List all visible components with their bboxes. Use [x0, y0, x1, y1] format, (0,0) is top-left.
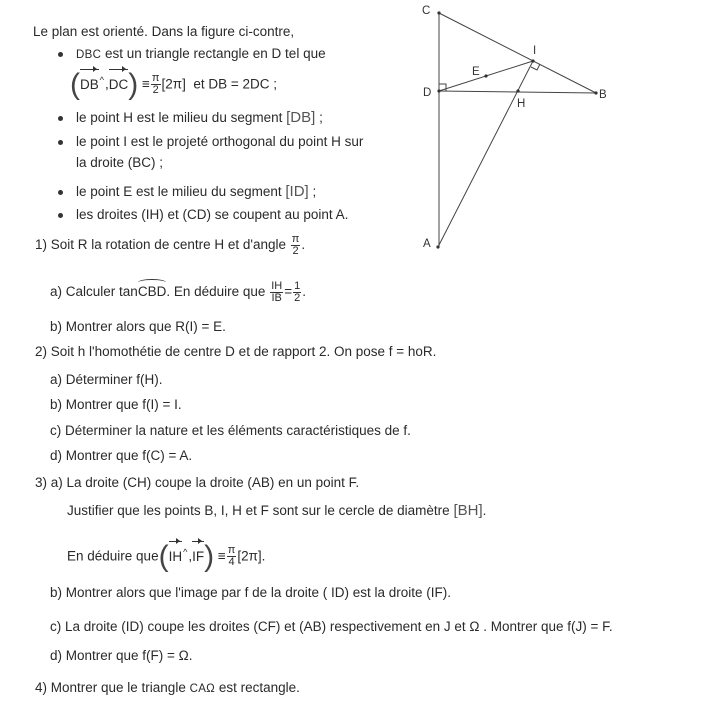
point-e — [484, 74, 487, 77]
equiv-sign: ≡ — [217, 548, 226, 564]
bullet-5: les droites (IH) et (CD) se coupent au point A. — [76, 207, 349, 222]
paren-open: ( — [158, 539, 169, 573]
q1-title: 1) Soit R la rotation de centre H et d'angle $\frac{\pi}{2}$ . — [35, 233, 306, 257]
frac-den: 2 — [292, 245, 299, 257]
label-e: E — [472, 66, 480, 78]
segment-id: [ID] — [285, 183, 309, 200]
frac-num: IH — [271, 280, 283, 292]
one-half — [293, 281, 301, 304]
q1-title-text: 1) Soit R la rotation de centre H et d'angle — [35, 237, 286, 253]
tan-label: tan — [119, 284, 138, 300]
frac-den: IB — [271, 292, 282, 304]
q2-a: a) Déterminer f(H). — [50, 372, 163, 387]
q4 — [35, 679, 300, 698]
q4-text: 4) Montrer que le triangle — [35, 680, 186, 695]
label-i: I — [533, 45, 537, 57]
bullet-4 — [76, 183, 316, 201]
paren-close: ) — [128, 67, 139, 101]
modulo: [2π]. — [237, 548, 266, 564]
q1-a-text: a) Calculer — [50, 284, 116, 300]
q1-a: a) Calculer tanCBD. En déduire que $\frac{IH}{IB}$ = $\frac{1}{2}$ . — [50, 280, 306, 304]
geometry-figure — [400, 0, 630, 260]
triangle-name: DBC — [76, 49, 102, 61]
q3-a-justify-text: Justifier que les points B, I, H et F sont sur le cercle de diamètre — [67, 503, 450, 518]
label-d: D — [423, 87, 432, 99]
bullet-dot — [58, 116, 63, 121]
label-h: H — [517, 98, 526, 110]
angle-cbd: CBD — [137, 284, 167, 300]
q1-b: b) Montrer alors que R(I) = E. — [50, 319, 226, 334]
bullet-1-tail: et DB = 2DC ; — [193, 76, 278, 92]
bullet-4-text: le point E est le milieu du segment — [76, 184, 282, 199]
q1-a-text-2: . En déduire que — [166, 284, 266, 300]
q2-b: b) Montrer que f(I) = I. — [50, 397, 182, 412]
frac-num: π — [291, 233, 300, 245]
vector-ih: IH — [169, 542, 183, 572]
vector-db: DB — [80, 70, 99, 100]
right-angle-i — [531, 64, 540, 70]
angle-hat: ^ — [183, 547, 188, 557]
frac-den: 4 — [228, 556, 235, 569]
q3-d: d) Montrer que f(F) = Ω. — [50, 648, 193, 663]
line-ia — [438, 61, 533, 247]
bullet-3-line-1: le point I est le projeté orthogonal du point H sur — [76, 134, 364, 149]
bullet-2-text: le point H est le milieu du segment — [76, 110, 283, 125]
point-h — [516, 89, 519, 92]
equiv-sign: ≡ — [142, 76, 150, 92]
bullet-2 — [76, 109, 323, 127]
bullet-1-text: est un triangle rectangle en D tel que — [104, 46, 326, 61]
label-b: B — [599, 89, 607, 101]
bullet-dot — [58, 140, 63, 145]
triangle-caomega: CAΩ — [189, 683, 216, 695]
intro-text: Le plan est orienté. Dans la figure ci-contre, — [33, 24, 295, 39]
angle-hat: ^ — [99, 75, 104, 85]
q3-b: b) Montrer alors que l'image par f de la droite ( ID) est la droite (IF). — [50, 585, 451, 600]
q2-c: c) Déterminer la nature et les éléments caractéristiques de f. — [50, 423, 411, 438]
modulo: [2π] — [161, 76, 186, 92]
segment-db: [DB] — [286, 109, 316, 126]
point-i — [531, 59, 534, 62]
segment-bh: [BH] — [453, 502, 483, 519]
vector-dc: DC — [109, 70, 129, 100]
point-d — [437, 89, 440, 92]
point-a — [436, 245, 439, 248]
q2-d: d) Montrer que f(C) = A. — [50, 448, 193, 463]
bullet-dot — [58, 190, 63, 195]
line-cb — [439, 13, 596, 93]
frac-num: 1 — [294, 280, 301, 292]
paren-close: ) — [204, 539, 215, 573]
bullet-2-tail: ; — [319, 110, 323, 125]
pi-over-4 — [227, 545, 237, 568]
q3-a-justify: Justifier que les points B, I, H et F sont sur le cercle de diamètre [BH]. — [67, 502, 487, 519]
vector-if: IF — [192, 542, 204, 572]
frac-den: 2 — [152, 84, 159, 97]
paren-open: ( — [70, 67, 80, 101]
bullet-1-line-1 — [76, 45, 326, 64]
frac-num: π — [227, 544, 236, 557]
frac-num: π — [151, 72, 160, 85]
label-a: A — [423, 238, 431, 250]
q3-c: c) La droite (ID) coupe les droites (CF) et (AB) respectivement en J et Ω . Montrer que f(J) = F. — [50, 619, 613, 634]
equals-sign: = — [284, 284, 293, 300]
q3-a-deduce-text: En déduire que — [67, 548, 159, 564]
q4-text-2: est rectangle. — [218, 680, 300, 695]
point-b — [594, 91, 597, 94]
bullet-3-line-2: la droite (BC) ; — [76, 155, 164, 170]
bullet-dot — [58, 52, 63, 57]
pi-over-2 — [151, 73, 161, 96]
pi-over-2 — [291, 234, 301, 257]
ih-over-ib — [270, 281, 283, 304]
bullet-4-tail: ; — [312, 184, 317, 199]
bullet-dot — [58, 213, 63, 218]
point-c — [437, 11, 440, 14]
bullet-1-formula: (DB^,DC) ≡ $\frac{\pi}{2}$ [2π] et DB = 2DC ; — [70, 67, 278, 101]
q3-a-deduce: En déduire que(IH^,IF) ≡ $\frac{\pi}{4}$ [2π]. — [67, 539, 266, 573]
q3-a-title: 3) a) La droite (CH) coupe la droite (AB) en un point F. — [35, 475, 360, 490]
q2-title: 2) Soit h l'homothétie de centre D et de rapport 2. On pose f = hoR. — [35, 344, 437, 359]
label-c: C — [422, 5, 431, 17]
frac-den: 2 — [294, 292, 301, 304]
